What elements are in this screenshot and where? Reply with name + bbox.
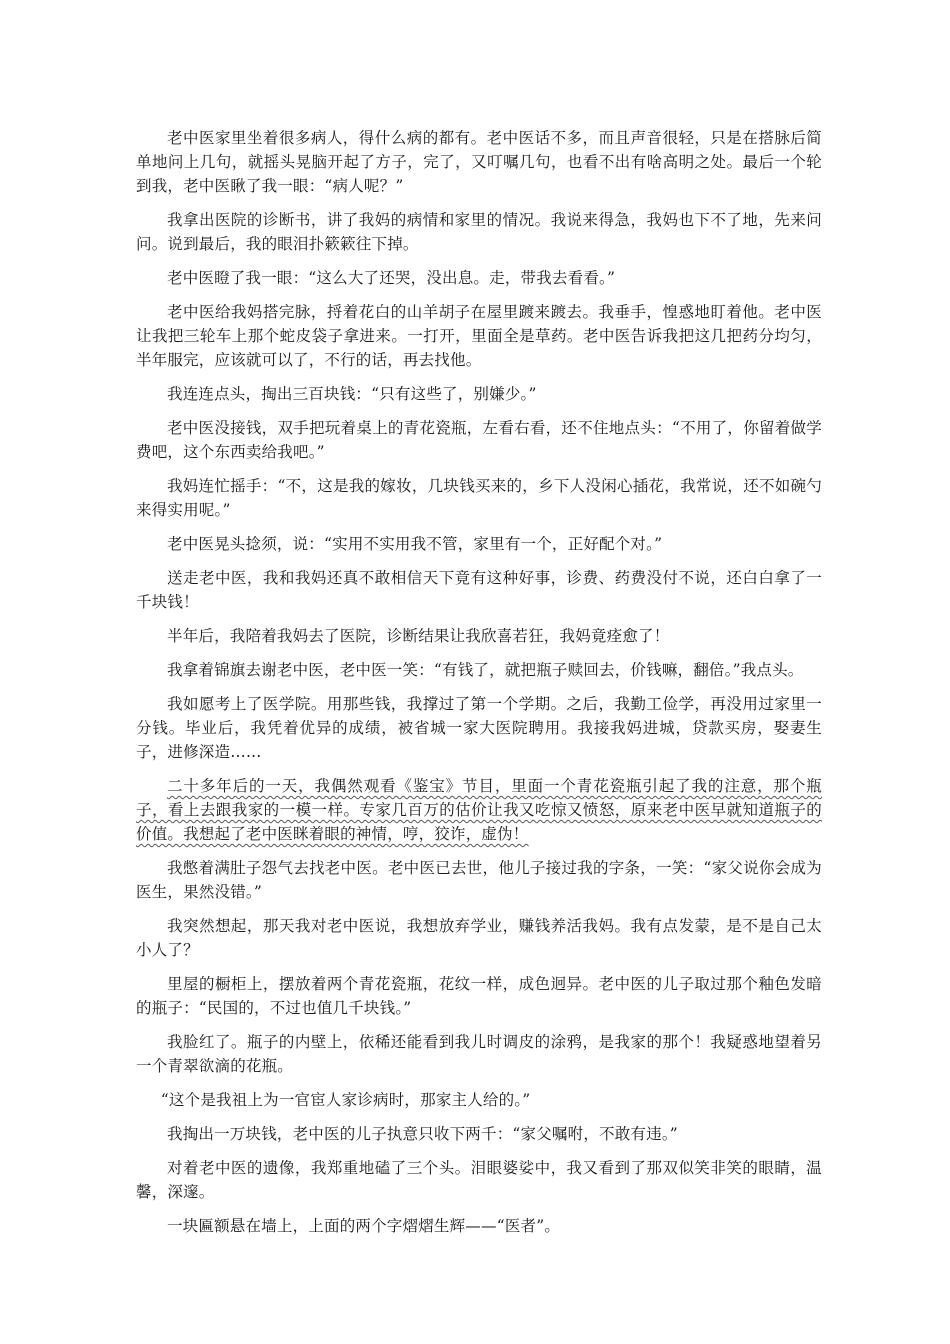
paragraph-11: 我拿着锦旗去谢老中医，老中医一笑：“有钱了，就把瓶子赎回去，价钱嘛，翻倍。”我点头。: [167, 661, 804, 679]
paragraph-2: 我拿出医院的诊断书，讲了我妈的病情和家里的情况。我说来得急，我妈也下不了地，先来问问。说到最后，我的眼泪扑簌簌往下掉。: [136, 211, 822, 253]
paragraph-3: 老中医瞪了我一眼：“这么大了还哭，没出息。走，带我去看看。”: [167, 269, 616, 287]
paragraph-15: 我突然想起，那天我对老中医说，我想放弃学业，赚钱养活我妈。我有点发蒙，是不是自己太小人了？: [136, 917, 822, 959]
paragraph-9: 送走老中医，我和我妈还真不敢相信天下竟有这种好事，诊费、药费没付不说，还白白拿了一千块钱！: [136, 569, 822, 611]
paragraph-1: 老中医家里坐着很多病人，得什么病的都有。老中医话不多，而且声音很轻，只是在搭脉后简单地问上几句，就摇头晃脑开起了方子，完了，又叮嘱几句，也看不出有啥高明之处。最后一个轮到我，老中医瞅了我一眼：“病人呢？”: [136, 129, 822, 195]
paragraph-17: 我脸红了。瓶子的内壁上，依稀还能看到我儿时调皮的涂鸦，是我家的那个！我疑惑地望着另一个青翠欲滴的花瓶。: [136, 1033, 822, 1075]
paragraph-14: 我憋着满肚子怨气去找老中医。老中医已去世，他儿子接过我的字条，一笑：“家父说你会成为医生，果然没错。”: [136, 859, 822, 901]
paragraph-19: 我掏出一万块钱，老中医的儿子执意只收下两千：“家父嘱咐，不敢有违。”: [167, 1125, 678, 1143]
paragraph-6: 老中医没接钱，双手把玩着桌上的青花瓷瓶，左看右看，还不住地点头：“不用了，你留着做学费吧，这个东西卖给我吧。”: [136, 419, 822, 461]
paragraph-5: 我连连点头，掏出三百块钱：“只有这些了，别嫌少。”: [167, 385, 537, 403]
paragraph-7: 我妈连忙摇手：“不，这是我的嫁妆，几块钱买来的，乡下人没闲心插花，我常说，还不如碗勺来得实用呢。”: [136, 477, 822, 519]
paragraph-20: 对着老中医的遗像，我郑重地磕了三个头。泪眼婆娑中，我又看到了那双似笑非笑的眼睛，温馨，深邃。: [136, 1159, 822, 1201]
paragraph-8: 老中医晃头捻须，说：“实用不实用我不管，家里有一个，正好配个对。”: [167, 535, 663, 553]
paragraph-16: 里屋的橱柜上，摆放着两个青花瓷瓶，花纹一样，成色迥异。老中医的儿子取过那个釉色发暗的瓶子：“民国的，不过也值几千块钱。”: [136, 975, 822, 1017]
paragraph-4: 老中医给我妈搭完脉，捋着花白的山羊胡子在屋里踱来踱去。我垂手，惶惑地盯着他。老中医让我把三轮车上那个蛇皮袋子拿进来。一打开，里面全是草药。老中医告诉我把这几把药分均匀，半年服完，应该就可以了，不行的话，再去找他。: [136, 303, 822, 369]
wavy-underlined-text: 二十多年后的一天，我偶然观看《鉴宝》节目，里面一个青花瓷瓶引起了我的注意，那个瓶子，看上去跟我家的一模一样。专家几百万的估价让我又吃惊又愤怒，原来老中医早就知道瓶子的价值。我想起了老中医眯着眼的神情，哼，狡诈，虚伪！: [136, 777, 822, 843]
paragraph-12: 我如愿考上了医学院。用那些钱，我撑过了第一个学期。之后，我勤工俭学，再没用过家里一分钱。毕业后，我凭着优异的成绩，被省城一家大医院聘用。我接我妈进城，贷款买房，娶妻生子，进修深造……: [136, 695, 822, 761]
paragraph-18: “这个是我祖上为一官宦人家诊病时，那家主人给的。”: [160, 1091, 531, 1109]
paragraph-13-underlined: [136, 774, 822, 846]
paragraph-21: 一块匾额悬在墙上，上面的两个字熠熠生辉——“医者”。: [167, 1217, 561, 1235]
paragraph-10: 半年后，我陪着我妈去了医院，诊断结果让我欣喜若狂，我妈竟痊愈了！: [167, 627, 670, 645]
